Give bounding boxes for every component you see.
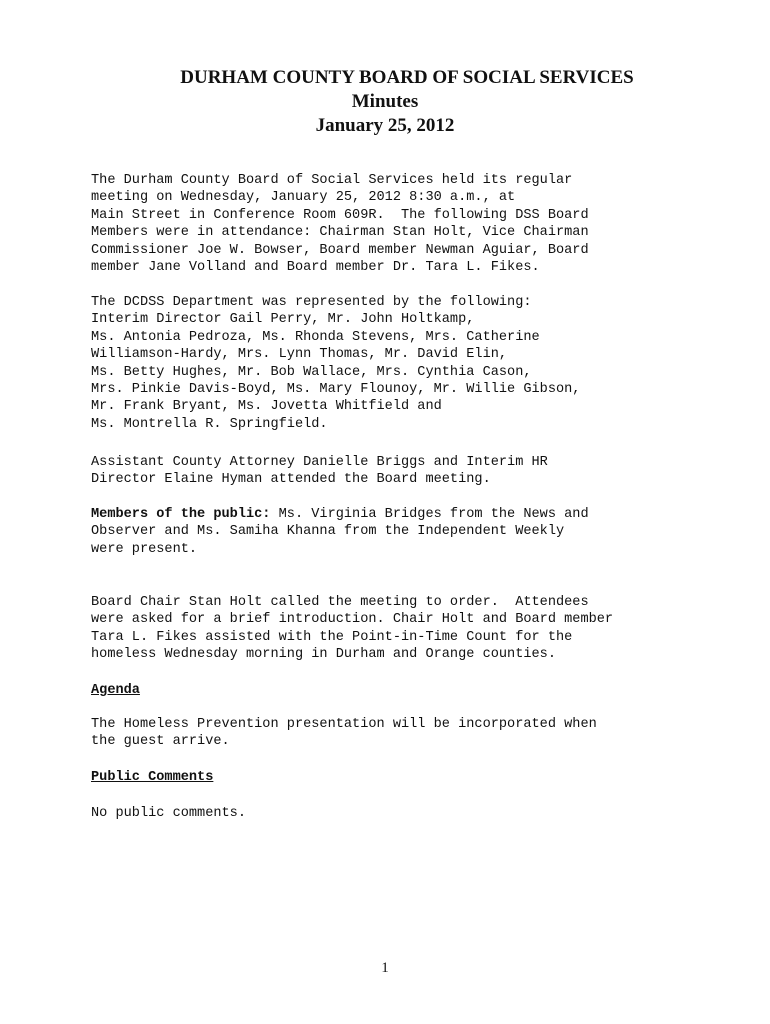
attorney-paragraph: Assistant County Attorney Danielle Briggs and Interim HR Director Elaine Hyman attended the Board meeting. xyxy=(91,455,548,488)
agenda-heading: Agenda xyxy=(91,683,140,698)
public-label: Members of the public: xyxy=(91,507,271,522)
document-subtitle: Minutes xyxy=(351,91,419,112)
public-text: Ms. Virginia Bridges from the News and Observer and Ms. Samiha Khanna from the Independent Weekly were present. xyxy=(91,507,589,557)
meeting-paragraph: The Durham County Board of Social Services held its regular meeting on Wednesday, January 25, 2012 8:30 a.m., at Main Street in Conference Room 609R. The following DSS Board Members were in attendance: Chairman Stan Holt, Vice Chairman Commissioner Joe W. Bowser, Board member Newman Aguiar, Board member Jane Volland and Board member Dr. Tara L. Fikes. xyxy=(91,173,589,276)
public-comments-text: No public comments. xyxy=(91,806,246,821)
call-to-order-paragraph: Board Chair Stan Holt called the meeting to order. Attendees were asked for a brief introduction. Chair Holt and Board member Tara L. Fikes assisted with the Point-in-Time Count for the homeless Wednesday morning in Durham and Orange counties. xyxy=(91,595,614,663)
agenda-text: The Homeless Prevention presentation will be incorporated when the guest arrive. xyxy=(91,717,597,750)
public-paragraph xyxy=(91,506,731,558)
page-number: 1 xyxy=(381,960,389,976)
document-title: DURHAM COUNTY BOARD OF SOCIAL SERVICES xyxy=(180,67,634,88)
document-date: January 25, 2012 xyxy=(315,115,455,136)
public-comments-heading: Public Comments xyxy=(91,770,214,785)
department-paragraph: The DCDSS Department was represented by the following: Interim Director Gail Perry, Mr. John Holtkamp, Ms. Antonia Pedroza, Ms. Rhonda Stevens, Mrs. Catherine Williamson-Hardy, Mrs. Lynn Thomas, Mr. David Elin, Ms. Betty Hughes, Mr. Bob Wallace, Mrs. Cynthia Cason, Mrs. Pinkie Davis-Boyd, Ms. Mary Flounoy, Mr. Willie Gibson, Mr. Frank Bryant, Ms. Jovetta Whitfield and Ms. Montrella R. Springfield. xyxy=(91,295,581,432)
